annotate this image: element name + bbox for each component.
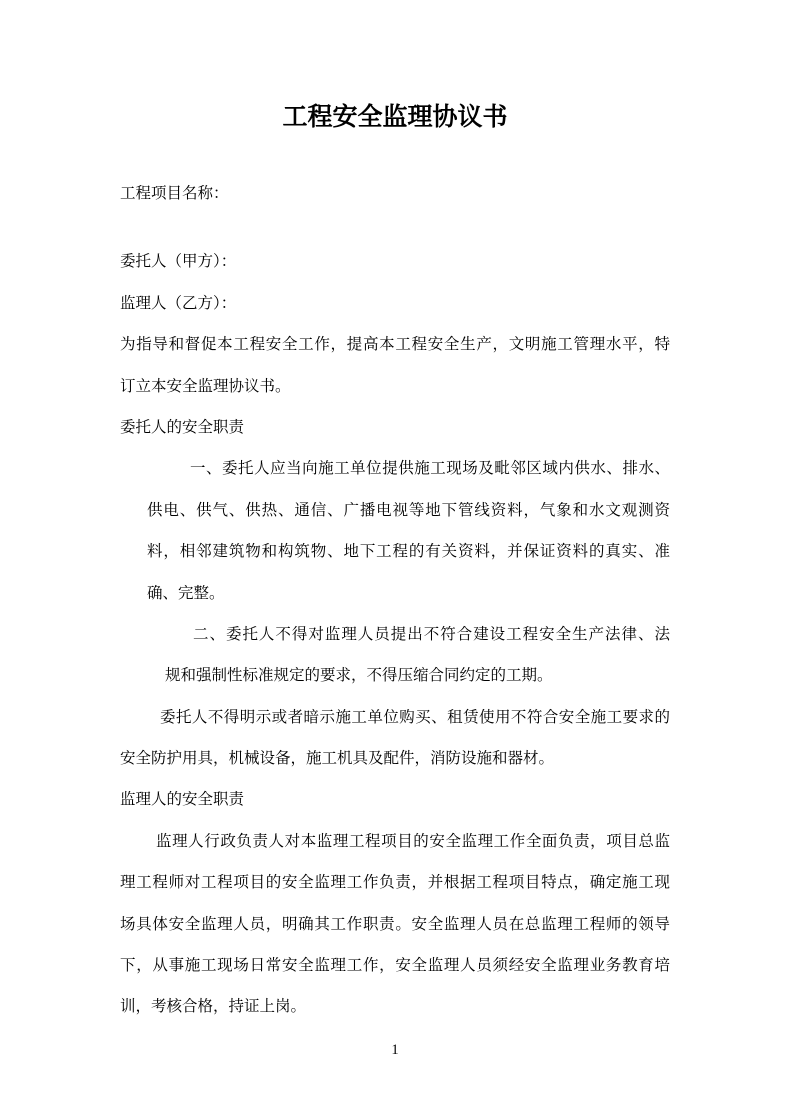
text-line: 料，相邻建筑物和构筑物、地下工程的有关资料，并保证资料的真实、准 — [147, 543, 670, 561]
paragraph-body — [120, 821, 670, 1028]
text-line: 监理人的安全职责 — [120, 791, 245, 809]
text-line: 监理人行政负责人对本监理工程项目的安全监理工作全面负责，项目总监 — [156, 832, 670, 850]
paragraph-field — [120, 283, 670, 324]
text-line: 为指导和督促本工程安全工作，提高本工程安全生产，文明施工管理水平，特 — [120, 336, 670, 354]
text-line: 一、委托人应当向施工单位提供施工现场及毗邻区域内供水、排水、 — [190, 460, 670, 478]
text-line: 理工程师对工程项目的安全监理工作负责，并根据工程项目特点，确定施工现 — [120, 874, 670, 892]
paragraph-body — [120, 324, 670, 407]
document-title: 工程安全监理协议书 — [282, 104, 508, 131]
paragraph-body — [120, 697, 670, 780]
text-line: 工程项目名称： — [120, 185, 229, 202]
page-number: 1 — [391, 1041, 399, 1058]
text-line: 监理人（乙方）： — [120, 294, 237, 312]
text-line: 委托人的安全职责 — [120, 418, 245, 436]
paragraph-field — [120, 241, 670, 282]
paragraph-heading — [120, 407, 670, 448]
text-line: 供电、供气、供热、通信、广播电视等地下管线资料，气象和水文观测资 — [147, 501, 670, 519]
text-line: 下，从事施工现场日常安全监理工作，安全监理人员须经安全监理业务教育培 — [120, 957, 670, 975]
text-line: 订立本安全监理协议书。 — [120, 377, 291, 395]
text-line: 确、完整。 — [147, 584, 225, 602]
paragraph-heading — [120, 779, 670, 820]
paragraph-numbered-item — [120, 448, 670, 614]
text-line: 场具体安全监理人员，明确其工作职责。安全监理人员在总监理工程师的领导 — [120, 915, 670, 933]
text-line: 安全防护用具，机械设备，施工机具及配件，消防设施和器材。 — [120, 750, 555, 768]
text-line: 委托人（甲方）： — [120, 253, 237, 271]
text-line: 训，考核合格，持证上岗。 — [120, 998, 307, 1016]
paragraph-numbered-item — [120, 614, 670, 697]
text-line: 规和强制性标准规定的要求，不得压缩合同约定的工期。 — [165, 667, 553, 685]
text-line: 委托人不得明示或者暗示施工单位购买、租赁使用不符合安全施工要求的 — [160, 708, 670, 726]
paragraph-field — [120, 173, 670, 214]
text-line: 二、委托人不得对监理人员提出不符合建设工程安全生产法律、法 — [193, 625, 670, 643]
document-body — [120, 173, 670, 1028]
